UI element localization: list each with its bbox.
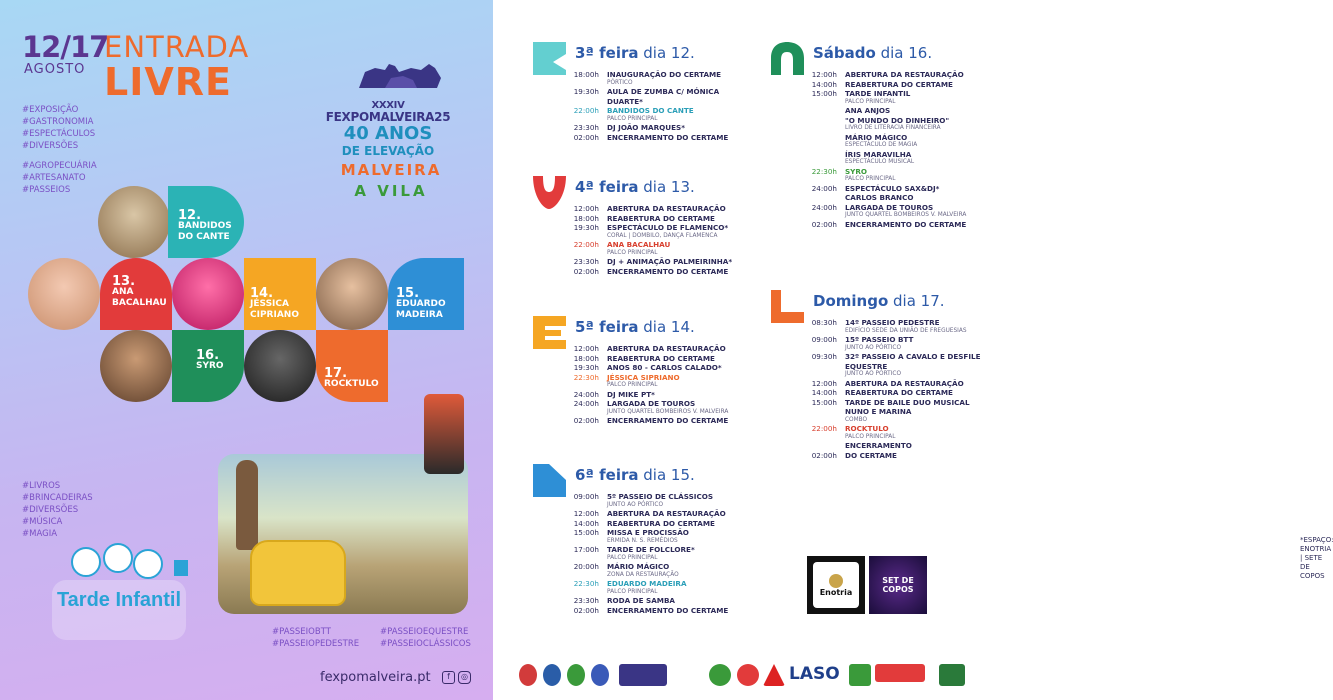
hashtag: #PASSEIOBTT	[272, 627, 331, 637]
event-venue: PALCO PRINCIPAL	[845, 98, 896, 105]
event-item	[569, 123, 749, 133]
day-date: dia 17.	[888, 292, 945, 310]
event-name: SYRO	[845, 166, 868, 176]
tag: #ESPECTÁCULOS	[22, 129, 96, 139]
day-date: dia 13.	[638, 178, 695, 196]
event-name: BANDIDOS DO CANTE	[607, 106, 694, 115]
event-item	[569, 399, 749, 416]
event-time	[807, 133, 837, 143]
event-time: 14:00h	[573, 518, 599, 528]
event-time: 22:30h	[573, 372, 599, 382]
artist-label-13	[112, 276, 168, 309]
event-name: ANOS 80 - CARLOS CALADO*	[607, 363, 722, 372]
event-item	[569, 562, 749, 579]
event-item	[569, 133, 749, 143]
event-time: 12:00h	[573, 509, 599, 518]
event-list	[569, 70, 749, 142]
tarde-infantil-illustration	[44, 540, 194, 650]
event-item	[807, 335, 987, 352]
event-time: 02:00h	[811, 450, 837, 460]
event-name: MISSA E PROCISSÃO	[607, 528, 689, 537]
day-shape-icon	[771, 290, 804, 323]
event-name: ANA BACALHAU	[607, 240, 671, 249]
day-title: 5ª feira	[575, 318, 639, 336]
event-name: ENCERRAMENTO	[845, 441, 912, 450]
day-heading	[813, 292, 945, 310]
day-title: Domingo	[813, 292, 889, 310]
event-name: DJ + ANIMAÇÃO PALMEIRINHA*	[607, 257, 733, 266]
day-date: dia 16.	[875, 44, 933, 62]
event-name: ENCERRAMENTO DO CERTAME	[607, 132, 729, 142]
sponsor-logo-2	[543, 664, 561, 686]
enotria-text: Enotria	[819, 587, 853, 597]
event-venue: ESPECTÁCULO MUSICAL	[845, 159, 915, 165]
event-item	[569, 240, 749, 257]
anos-text: 40 ANOS	[343, 123, 433, 144]
event-item	[807, 203, 987, 220]
event-time: 24:00h	[573, 389, 599, 399]
tag: #DIVERSÕES	[22, 505, 79, 515]
avila-text: A VILA	[354, 182, 428, 200]
sete-copos-text: SET DE COPOS	[882, 576, 914, 594]
event-name: "O MUNDO DO DINHEIRO"	[845, 115, 950, 125]
day-shape-icon	[533, 316, 566, 349]
event-item	[807, 116, 987, 133]
event-item	[569, 257, 749, 267]
event-time: 19:30h	[573, 223, 599, 232]
event-name: MÁRIO MÁGICO	[607, 562, 670, 571]
event-name: REABERTURA DO CERTAME	[845, 388, 953, 397]
hashtag: #PASSEIOCLÁSSICOS	[380, 639, 471, 649]
event-time: 22:00h	[573, 240, 599, 249]
tag: #ARTESANATO	[22, 173, 86, 183]
enotria-logo	[807, 556, 865, 614]
day-shape-icon	[533, 464, 566, 497]
event-venue: PALCO PRINCIPAL	[845, 433, 896, 440]
event-time: 14:00h	[811, 388, 837, 397]
sponsor-logo-5	[709, 664, 731, 686]
event-time: 09:00h	[573, 492, 599, 501]
instagram-icon[interactable]: ◎	[458, 671, 471, 684]
artist-num: 14.	[250, 286, 274, 301]
espaco-label: *ESPAÇO:	[1300, 536, 1333, 544]
event-dates: 12/17	[22, 30, 109, 64]
event-name: MÁRIO MÁGICO	[845, 132, 908, 142]
event-list	[569, 492, 749, 615]
event-time: 02:00h	[573, 605, 599, 615]
event-item	[807, 424, 987, 441]
event-venue: LIVRO DE LITERACIA FINANCEIRA	[845, 125, 941, 131]
event-time: 23:30h	[573, 596, 599, 605]
elevacao-text: DE ELEVAÇÃO	[341, 144, 435, 158]
entrada-text: ENTRADA	[104, 30, 250, 64]
event-item	[569, 519, 749, 529]
event-time	[807, 441, 837, 451]
event-name: ROCKTULO	[845, 424, 889, 433]
day-date: dia 12.	[638, 44, 695, 62]
artist-num: 15.	[396, 286, 420, 301]
tag: #DIVERSÕES	[22, 141, 79, 151]
event-item	[569, 214, 749, 224]
event-venue: ZONA DA RESTAURAÇÃO	[607, 571, 679, 578]
event-name: LARGADA DE TOUROS	[845, 202, 934, 212]
event-venue: PALCO PRINCIPAL	[607, 249, 658, 256]
event-venue: PÓRTICO	[607, 79, 633, 86]
event-item	[569, 204, 749, 214]
event-item	[569, 354, 749, 364]
event-item	[807, 352, 987, 379]
event-name: DJ JOÃO MARQUES*	[607, 123, 685, 132]
event-name: ESPECTÁCULO SAX&DJ*	[845, 183, 940, 193]
event-item	[807, 106, 987, 116]
event-item	[807, 379, 987, 389]
day-heading	[575, 466, 695, 484]
event-name: AULA DE ZUMBA C/ MÓNICA DUARTE*	[607, 87, 720, 106]
event-venue: ERMIDA N. S. REMÉDIOS	[607, 537, 678, 544]
event-item	[569, 492, 749, 509]
tag: #BRINCADEIRAS	[22, 493, 93, 503]
event-time: 24:00h	[811, 183, 837, 193]
event-time: 09:30h	[811, 352, 837, 361]
event-time: 02:00h	[573, 416, 599, 425]
event-time: 15:00h	[811, 397, 837, 407]
event-item	[807, 388, 987, 398]
sponsor-logo-3	[567, 664, 585, 686]
event-list	[807, 318, 987, 460]
day-title: Sábado	[813, 44, 876, 62]
event-time: 17:00h	[573, 545, 599, 554]
event-venue: PALCO PRINCIPAL	[607, 115, 658, 122]
event-name: ABERTURA DA RESTAURAÇÃO	[607, 204, 726, 213]
event-item	[807, 451, 987, 461]
artist-name: JÉSSICA CIPRIANO	[250, 299, 299, 320]
event-venue: ESPECTÁCULO DE MAGIA	[845, 142, 918, 148]
artist-photo-bandidos	[98, 186, 170, 258]
fexpomalveira-logo	[318, 100, 458, 124]
event-name: ABERTURA DA RESTAURAÇÃO	[607, 344, 726, 353]
event-name: ÍRIS MARAVILHA	[845, 149, 912, 159]
event-venue: CORAL | DOMBILO, DANÇA FLAMENCA	[607, 232, 718, 239]
event-name: ENCERRAMENTO DO CERTAME	[845, 219, 967, 229]
day-heading	[575, 318, 695, 336]
malveira-text: MALVEIRA	[340, 161, 442, 179]
event-time: 09:00h	[811, 335, 837, 344]
sponsor-logo-7	[763, 664, 785, 686]
sete-copos-logo	[869, 556, 927, 614]
event-name: ENCERRAMENTO DO CERTAME	[607, 266, 729, 276]
event-venue: JUNTO AO PÓRTICO	[845, 344, 902, 351]
day-heading	[575, 178, 695, 196]
event-time: 12:00h	[811, 70, 837, 79]
event-item	[569, 267, 749, 277]
event-list	[807, 70, 987, 229]
artist-label-17	[324, 368, 379, 390]
sponsor-logo-8	[849, 664, 871, 686]
artist-name: ANA BACALHAU	[112, 287, 167, 308]
tags-group-2	[22, 160, 97, 196]
event-item	[569, 223, 749, 240]
event-name: ABERTURA DA RESTAURAÇÃO	[607, 509, 726, 518]
event-time: 18:00h	[573, 353, 599, 363]
event-item	[569, 509, 749, 519]
event-name: DJ MIKE PT*	[607, 389, 655, 399]
artist-label-16	[196, 350, 224, 372]
enotria-icon	[829, 574, 843, 588]
tag: #LIVROS	[22, 481, 61, 491]
event-item	[807, 193, 987, 203]
event-item	[569, 416, 749, 426]
event-item	[569, 606, 749, 616]
event-item	[807, 133, 987, 150]
event-time	[807, 116, 837, 126]
event-item	[569, 596, 749, 606]
event-time: 22:30h	[811, 166, 837, 176]
event-venue: JUNTO QUARTEL BOMBEIROS V. MALVEIRA	[607, 408, 729, 415]
sponsor-logo-1	[519, 664, 537, 686]
artist-num: 12.	[178, 208, 202, 223]
sponsor-fexpo-logo	[619, 664, 667, 686]
event-time: 22:00h	[573, 106, 599, 115]
day-title: 3ª feira	[575, 44, 639, 62]
event-name: ENCERRAMENTO DO CERTAME	[607, 416, 729, 425]
livre-text: LIVRE	[104, 60, 232, 104]
event-item	[569, 70, 749, 87]
event-time	[807, 150, 837, 160]
event-item	[569, 106, 749, 123]
event-time: 20:00h	[573, 562, 599, 571]
event-time: 24:00h	[811, 202, 837, 212]
event-time: 15:00h	[811, 89, 837, 98]
tags-group-1	[22, 104, 95, 152]
event-name: REABERTURA DO CERTAME	[607, 213, 715, 223]
hashtag: #PASSEIOEQUESTRE	[380, 627, 469, 637]
event-time	[807, 193, 837, 203]
event-time: 18:00h	[573, 213, 599, 223]
day-shape-icon	[533, 42, 566, 75]
tag: #PASSEIOS	[22, 185, 71, 195]
tag: #MÚSICA	[22, 517, 63, 527]
event-time: 02:00h	[573, 266, 599, 276]
tags-group-3	[22, 480, 93, 540]
event-time: 15:00h	[573, 528, 599, 537]
logo-brand: FEXPOMALVEIRA25	[325, 110, 451, 124]
event-venue: JUNTO AO PÓRTICO	[845, 371, 902, 377]
event-time: 23:30h	[573, 123, 599, 132]
artist-photo-jessica	[172, 258, 244, 330]
artist-photo-rocktulo	[244, 330, 316, 402]
event-item	[569, 390, 749, 400]
event-item	[569, 87, 749, 106]
tarde-infantil-text: Tarde Infantil	[56, 589, 182, 611]
artist-num: 13.	[112, 274, 136, 289]
event-time: 12:00h	[573, 344, 599, 353]
artist-name: EDUARDO MADEIRA	[396, 299, 446, 320]
event-name: REABERTURA DO CERTAME	[607, 353, 715, 363]
event-time: 24:00h	[573, 399, 599, 408]
event-time: 02:00h	[573, 132, 599, 142]
event-name: ENCERRAMENTO DO CERTAME	[607, 605, 729, 615]
day-date: dia 14.	[638, 318, 695, 336]
event-name: TARDE DE FOLCLORE*	[607, 545, 695, 554]
sponsor-logo-4	[591, 664, 609, 686]
event-venue: EDIFÍCIO SEDE DA UNIÃO DE FREGUESIAS	[845, 327, 967, 334]
event-time: 14:00h	[811, 79, 837, 89]
event-venue: COMBO	[845, 416, 868, 423]
artist-label-12	[178, 210, 238, 243]
event-name: EDUARDO MADEIRA	[607, 579, 687, 588]
hashtags-rides	[380, 626, 471, 650]
sponsor-logo-6	[737, 664, 759, 686]
event-name: ABERTURA DA RESTAURAÇÃO	[845, 70, 964, 79]
hashtag: #PASSEIOPEDESTRE	[272, 639, 360, 649]
program-schedule	[493, 0, 1333, 700]
event-name: REABERTURA DO CERTAME	[845, 79, 953, 89]
laso-logo: LASO	[789, 664, 840, 684]
event-name: TARDE INFANTIL	[845, 89, 911, 98]
hiker-figure-icon	[236, 460, 258, 550]
event-item	[807, 89, 987, 106]
event-item	[807, 398, 987, 425]
logo-roman: XXXIV	[371, 100, 405, 111]
event-time: 19:30h	[573, 363, 599, 372]
hashtags-walks	[272, 626, 359, 650]
event-venue: JUNTO AO PÓRTICO	[607, 501, 664, 508]
tag: #AGROPECUÁRIA	[22, 161, 97, 171]
day-date: dia 15.	[638, 466, 695, 484]
event-name: TARDE DE BAILE DUO MUSICAL NUNO E MARINA	[845, 397, 970, 416]
event-venue: PALCO PRINCIPAL	[607, 382, 658, 388]
event-item	[807, 220, 987, 230]
event-time: 12:00h	[573, 204, 599, 213]
event-name: REABERTURA DO CERTAME	[607, 518, 715, 528]
event-name: ANA ANJOS	[845, 106, 891, 115]
event-item	[807, 80, 987, 90]
event-venue: PALCO PRINCIPAL	[845, 176, 896, 182]
animals-logo-icon	[355, 58, 445, 92]
artist-name: SYRO	[196, 361, 224, 371]
artist-photo-ana	[28, 258, 100, 330]
event-time: 22:30h	[573, 579, 599, 588]
event-time: 12:00h	[811, 378, 837, 388]
event-venue: JUNTO QUARTEL BOMBEIROS V. MALVEIRA	[845, 212, 967, 218]
espaco-note	[1300, 536, 1333, 581]
artist-label-15	[396, 288, 460, 321]
event-item	[569, 528, 749, 545]
event-list	[569, 344, 749, 426]
day-heading	[575, 44, 695, 62]
day-title: 4ª feira	[575, 178, 639, 196]
event-list	[569, 204, 749, 276]
day-title: 6ª feira	[575, 466, 639, 484]
day-shape-icon	[533, 176, 566, 209]
classic-van-icon	[250, 540, 346, 606]
event-item	[807, 441, 987, 451]
event-name: CARLOS BRANCO	[845, 193, 914, 202]
event-time: 19:30h	[573, 87, 599, 96]
event-time	[807, 106, 837, 116]
day-heading	[813, 44, 932, 62]
event-month: AGOSTO	[24, 62, 86, 77]
event-item	[807, 70, 987, 80]
event-name: 15º PASSEIO BTT	[845, 335, 914, 344]
artist-photo-eduardo	[316, 258, 388, 330]
artist-name: BANDIDOS DO CANTE	[178, 221, 232, 242]
event-name: 32º PASSEIO A CAVALO E DESFILE EQUESTRE	[845, 352, 981, 371]
event-item	[807, 318, 987, 335]
event-venue: PALCO PRINCIPAL	[607, 554, 658, 561]
event-name: ESPECTÁCULO DE FLAMENCO*	[607, 223, 729, 232]
event-time: 22:00h	[811, 424, 837, 433]
event-item	[569, 363, 749, 373]
event-item	[807, 184, 987, 194]
artist-name: ROCKTULO	[324, 379, 379, 389]
event-name: LARGADA DE TOUROS	[607, 399, 696, 408]
event-name: RODA DE SAMBA	[607, 596, 675, 605]
event-item	[807, 167, 987, 184]
espaco-text: ENOTRIA | SETE DE COPOS	[1300, 545, 1332, 580]
cyclist-figure-icon	[424, 394, 464, 474]
tag: #EXPOSIÇÃO	[22, 105, 79, 115]
event-venue: PALCO PRINCIPAL	[607, 588, 658, 595]
facebook-icon[interactable]: f	[442, 671, 455, 684]
event-name: 14º PASSEIO PEDESTRE	[845, 318, 940, 327]
artist-num: 17.	[324, 366, 348, 381]
event-item	[569, 545, 749, 562]
event-name: DO CERTAME	[845, 450, 897, 460]
event-time: 18:00h	[573, 70, 599, 79]
artist-photo-syro	[100, 330, 172, 402]
event-item	[569, 344, 749, 354]
event-item	[569, 579, 749, 596]
event-time: 08:30h	[811, 318, 837, 327]
website-link[interactable]: fexpomalveira.pt	[320, 670, 431, 685]
tag: #MAGIA	[22, 529, 58, 539]
event-name: INAUGURAÇÃO DO CERTAME	[607, 70, 722, 79]
artist-label-14	[250, 288, 310, 321]
event-time: 23:30h	[573, 257, 599, 266]
day-shape-icon	[771, 42, 804, 75]
artist-num: 16.	[196, 348, 220, 363]
event-item	[807, 150, 987, 167]
event-name: 5º PASSEIO DE CLÁSSICOS	[607, 492, 714, 501]
event-item	[569, 373, 749, 390]
event-name: ABERTURA DA RESTAURAÇÃO	[845, 378, 964, 388]
event-time: 02:00h	[811, 219, 837, 229]
event-name: JÉSSICA SIPRIANO	[607, 372, 680, 382]
tag: #GASTRONOMIA	[22, 117, 94, 127]
sponsor-logo-9	[875, 664, 925, 682]
sponsor-logo-10	[939, 664, 965, 686]
poster-left-panel	[0, 0, 493, 700]
